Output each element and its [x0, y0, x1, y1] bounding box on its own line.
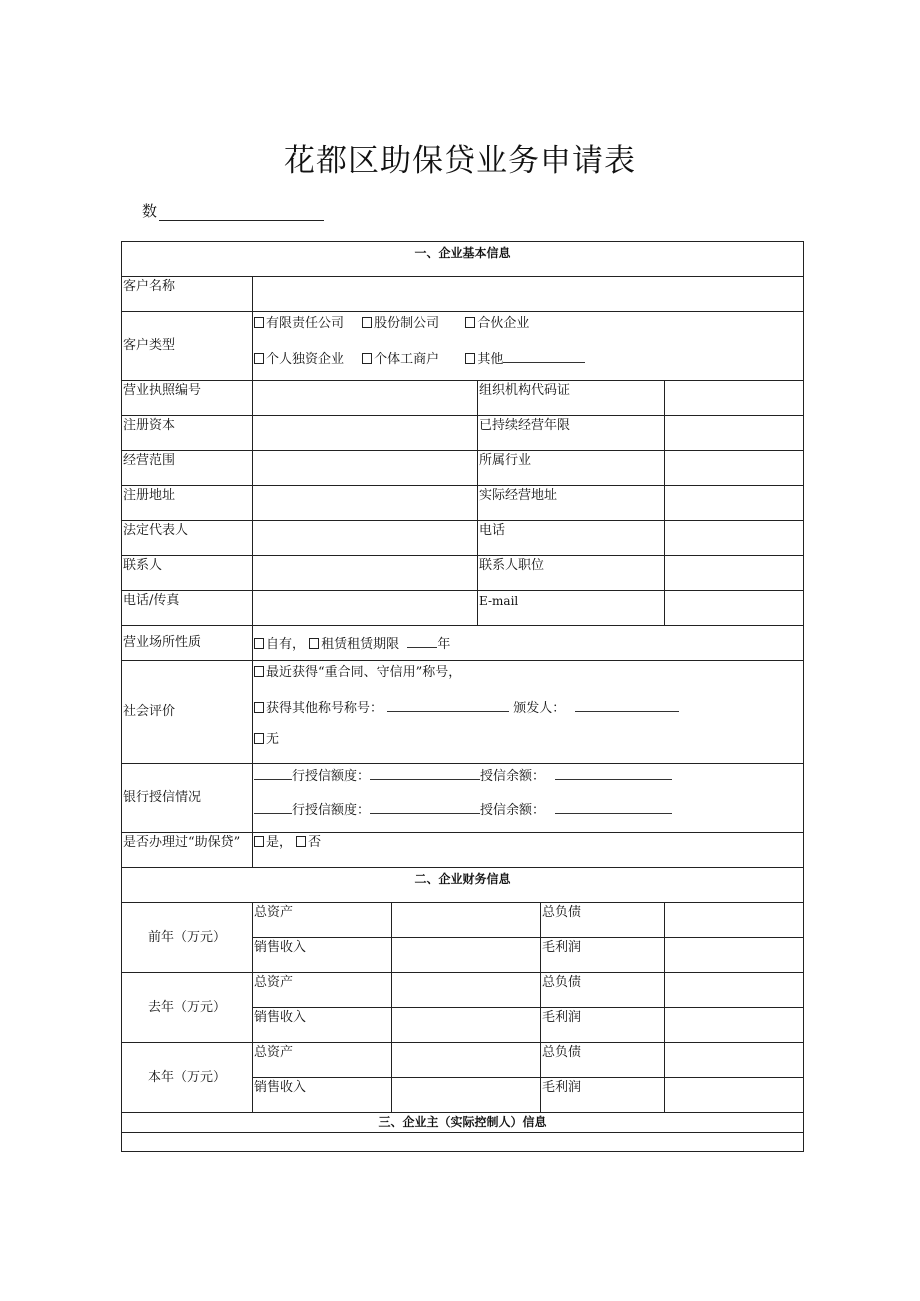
option-yes[interactable]: 是， [254, 835, 292, 850]
option-no[interactable]: 否 [296, 835, 321, 850]
checkbox-icon[interactable] [296, 836, 306, 847]
checkbox-icon[interactable] [362, 317, 372, 328]
sales-revenue-label: 销售收入 [253, 1078, 392, 1113]
sales-revenue-field[interactable] [392, 1008, 541, 1043]
industry-label: 所属行业 [478, 451, 665, 486]
checkbox-icon[interactable] [309, 638, 319, 649]
customer-name-label: 客户名称 [122, 277, 253, 312]
other-type-field[interactable] [503, 349, 585, 363]
checkbox-icon[interactable] [254, 666, 264, 677]
legal-rep-field[interactable] [253, 521, 478, 556]
registered-address-field[interactable] [253, 486, 478, 521]
registered-capital-field[interactable] [253, 416, 478, 451]
premises-label: 营业场所性质 [122, 626, 253, 661]
option-none[interactable]: 无 [254, 732, 279, 747]
page-title: 花都区助保贷业务申请表 [284, 143, 636, 179]
year-label: 本年（万元） [122, 1043, 253, 1113]
option-other[interactable]: 其他 [465, 349, 585, 368]
years-in-operation-label: 已持续经营年限 [478, 416, 665, 451]
option-sole-proprietorship[interactable]: 个人独资企业 [254, 352, 344, 368]
checkbox-icon[interactable] [254, 733, 264, 744]
total-assets-label: 总资产 [253, 973, 392, 1008]
credit-amount-field[interactable] [370, 800, 480, 814]
total-liabilities-field[interactable] [665, 1043, 804, 1078]
option-llc[interactable]: 有限责任公司 [254, 315, 344, 333]
option-contract-honor[interactable]: 最近获得“重合同、守信用”称号， [254, 665, 461, 680]
social-eval-row-2 [254, 698, 802, 732]
customer-name-field[interactable] [253, 277, 804, 312]
org-code-label: 组织机构代码证 [478, 381, 665, 416]
bank-credit-row-2: 行授信额度： 授信余额： [254, 800, 802, 819]
checkbox-icon[interactable] [362, 353, 372, 364]
customer-type-label: 客户类型 [122, 312, 253, 381]
gross-profit-label: 毛利润 [541, 1078, 665, 1113]
option-individual-business[interactable]: 个体工商户 [362, 352, 439, 368]
checkbox-icon[interactable] [254, 353, 264, 364]
actual-address-label: 实际经营地址 [478, 486, 665, 521]
total-assets-label: 总资产 [253, 1043, 392, 1078]
customer-type-row-2 [254, 349, 802, 368]
total-liabilities-label: 总负债 [541, 973, 665, 1008]
registered-address-label: 注册地址 [122, 486, 253, 521]
social-eval-label: 社会评价 [122, 661, 253, 764]
sales-revenue-label: 销售收入 [253, 938, 392, 973]
social-eval-row-1 [254, 664, 802, 698]
bank-credit-row-1: 行授信额度： 授信余额： [254, 766, 802, 800]
years-in-operation-field[interactable] [665, 416, 804, 451]
total-assets-field[interactable] [392, 903, 541, 938]
total-liabilities-label: 总负债 [541, 1043, 665, 1078]
lease-term-field[interactable] [407, 634, 437, 648]
social-eval-options [253, 661, 804, 764]
sales-revenue-field[interactable] [392, 938, 541, 973]
other-title-field[interactable] [387, 698, 509, 712]
gross-profit-label: 毛利润 [541, 1008, 665, 1043]
section-basic-info-heading: 一、企业基本信息 [122, 242, 804, 277]
industry-field[interactable] [665, 451, 804, 486]
gross-profit-field[interactable] [665, 1078, 804, 1113]
application-form [121, 241, 804, 1152]
issuer-field[interactable] [575, 698, 679, 712]
bank-credit-rows [253, 764, 804, 833]
total-liabilities-label: 总负债 [541, 903, 665, 938]
option-lease[interactable]: 租赁租赁期限 [309, 637, 399, 652]
total-assets-field[interactable] [392, 973, 541, 1008]
contact-title-label: 联系人职位 [478, 556, 665, 591]
gross-profit-field[interactable] [665, 1008, 804, 1043]
checkbox-icon[interactable] [254, 638, 264, 649]
total-assets-label: 总资产 [253, 903, 392, 938]
option-own[interactable]: 自有， [254, 637, 305, 652]
phone-field[interactable] [665, 521, 804, 556]
total-liabilities-field[interactable] [665, 903, 804, 938]
option-partnership[interactable]: 合伙企业 [465, 315, 529, 333]
checkbox-icon[interactable] [254, 702, 264, 713]
credit-balance-field[interactable] [555, 766, 672, 780]
document-number-label: 数 [142, 202, 158, 220]
business-scope-label: 经营范围 [122, 451, 253, 486]
org-code-field[interactable] [665, 381, 804, 416]
bank-credit-label: 银行授信情况 [122, 764, 253, 833]
option-joint-stock[interactable]: 股份制公司 [362, 315, 439, 333]
phone-fax-label: 电话/传真 [122, 591, 253, 626]
option-other-title[interactable]: 获得其他称号称号： [254, 701, 383, 716]
customer-type-options [253, 312, 804, 381]
total-liabilities-field[interactable] [665, 973, 804, 1008]
credit-amount-field[interactable] [370, 766, 480, 780]
bank-name-field[interactable] [254, 766, 292, 780]
business-license-field[interactable] [253, 381, 478, 416]
business-license-label: 营业执照编号 [122, 381, 253, 416]
contact-field[interactable] [253, 556, 478, 591]
premises-options: 自有， 租赁租赁期限 年 [253, 626, 804, 661]
zbd-label: 是否办理过“助保贷” [122, 833, 253, 868]
bank-name-field[interactable] [254, 800, 292, 814]
checkbox-icon[interactable] [254, 317, 264, 328]
checkbox-icon[interactable] [254, 836, 264, 847]
actual-address-field[interactable] [665, 486, 804, 521]
contact-title-field[interactable] [665, 556, 804, 591]
section-financial-heading: 二、企业财务信息 [122, 868, 804, 903]
year-label: 前年（万元） [122, 903, 253, 973]
phone-label: 电话 [478, 521, 665, 556]
social-eval-row-3 [254, 732, 802, 748]
business-scope-field[interactable] [253, 451, 478, 486]
gross-profit-field[interactable] [665, 938, 804, 973]
issuer-label: 颁发人： [513, 701, 566, 716]
legal-rep-label: 法定代表人 [122, 521, 253, 556]
registered-capital-label: 注册资本 [122, 416, 253, 451]
phone-fax-field[interactable] [253, 591, 478, 626]
email-label: E-mail [478, 591, 665, 626]
document-number [142, 200, 324, 221]
section-owner-heading: 三、企业主（实际控制人）信息 [122, 1113, 804, 1133]
document-number-field[interactable] [159, 206, 324, 221]
credit-balance-field[interactable] [555, 800, 672, 814]
contact-label: 联系人 [122, 556, 253, 591]
email-field[interactable] [665, 591, 804, 626]
gross-profit-label: 毛利润 [541, 938, 665, 973]
total-assets-field[interactable] [392, 1043, 541, 1078]
sales-revenue-field[interactable] [392, 1078, 541, 1113]
customer-type-row-1 [254, 315, 802, 349]
sales-revenue-label: 销售收入 [253, 1008, 392, 1043]
zbd-options [253, 833, 804, 868]
checkbox-icon[interactable] [465, 317, 475, 328]
checkbox-icon[interactable] [465, 353, 475, 364]
owner-info-row[interactable] [122, 1133, 804, 1152]
year-label: 去年（万元） [122, 973, 253, 1043]
